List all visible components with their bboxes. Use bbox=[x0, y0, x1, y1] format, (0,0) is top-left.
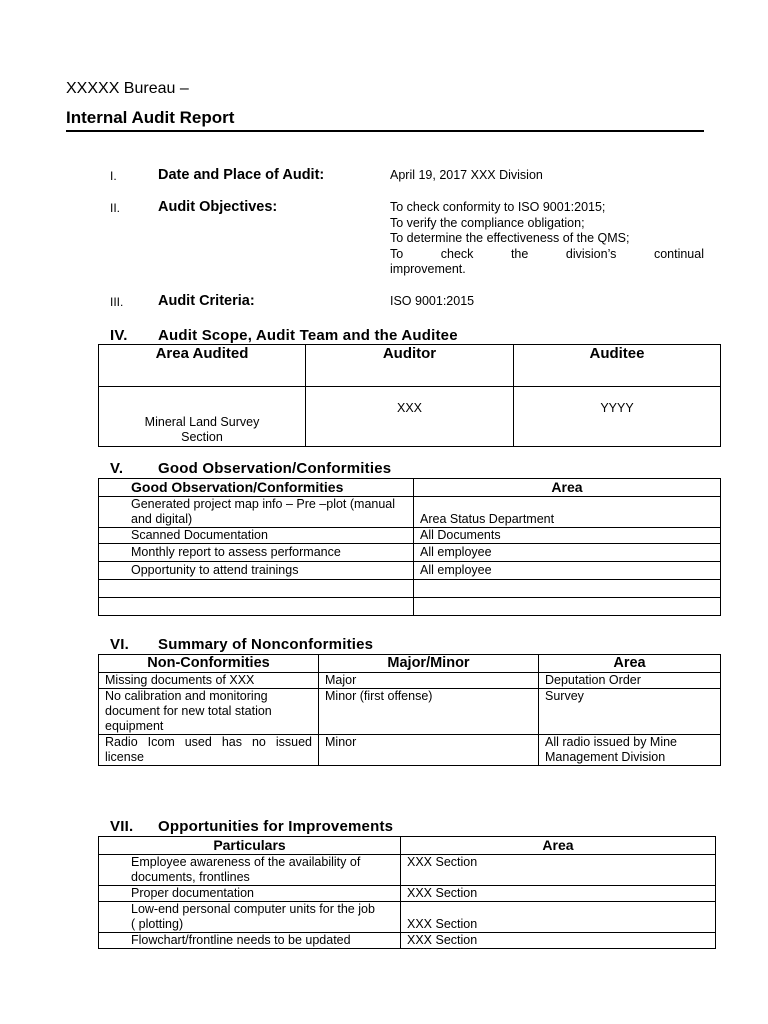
table-cell: XXX bbox=[306, 387, 514, 447]
table-header: Particulars bbox=[99, 837, 401, 855]
improvements-table bbox=[98, 836, 716, 949]
table-row bbox=[99, 933, 716, 949]
section-heading-observations: V. Good Observation/Conformities bbox=[110, 460, 392, 477]
organization-name: XXXXX Bureau – bbox=[66, 80, 189, 97]
section-label: Audit Objectives: bbox=[158, 199, 278, 215]
table-row bbox=[99, 562, 721, 580]
table-cell bbox=[414, 598, 721, 616]
table-row bbox=[99, 580, 721, 598]
table-cell: Major bbox=[319, 673, 539, 689]
section-heading-scope: IV. Audit Scope, Audit Team and the Auditee bbox=[110, 327, 458, 344]
table-header: Non-Conformities bbox=[99, 655, 319, 673]
table-header: Area Audited bbox=[99, 345, 306, 387]
objective-line: To check conformity to ISO 9001:2015; bbox=[390, 200, 606, 214]
section-number: II. bbox=[110, 201, 121, 215]
table-cell: Proper documentation bbox=[99, 886, 401, 902]
table-cell: Generated project map info – Pre –plot (manual and digital) bbox=[99, 497, 414, 528]
table-cell: XXX Section bbox=[401, 902, 716, 933]
table-row bbox=[99, 544, 721, 562]
table-cell: YYYY bbox=[514, 387, 721, 447]
table-row bbox=[99, 735, 721, 766]
objectives-list bbox=[390, 200, 704, 278]
objective-line: To verify the compliance obligation; bbox=[390, 215, 585, 230]
section-heading-improvements: VII. Opportunities for Improvements bbox=[110, 818, 394, 835]
table-header: Area bbox=[401, 837, 716, 855]
section-label: Audit Criteria: bbox=[158, 293, 255, 309]
table-cell bbox=[99, 598, 414, 616]
section-heading-nonconformities: VI. Summary of Nonconformities bbox=[110, 636, 374, 653]
table-cell: Scanned Documentation bbox=[99, 528, 414, 544]
table-cell: Mineral Land Survey Section bbox=[99, 387, 306, 447]
table-cell: All employee bbox=[414, 562, 721, 580]
table-cell: Radio Icom used has no issued license bbox=[99, 735, 319, 766]
table-row bbox=[99, 528, 721, 544]
section-value: April 19, 2017 XXX Division bbox=[390, 168, 543, 182]
table-row bbox=[99, 673, 721, 689]
objective-line: improvement. bbox=[390, 262, 466, 276]
table-cell: All radio issued by Mine Management Division bbox=[539, 735, 721, 766]
table-cell: Survey bbox=[539, 689, 721, 735]
table-cell: Area Status Department bbox=[414, 497, 721, 528]
table-cell: XXX Section bbox=[401, 886, 716, 902]
table-cell: Missing documents of XXX bbox=[99, 673, 319, 689]
table-cell: Low-end personal computer units for the job ( plotting) bbox=[99, 902, 401, 933]
table-cell: All employee bbox=[414, 544, 721, 562]
table-header: Auditor bbox=[306, 345, 514, 387]
table-header: Auditee bbox=[514, 345, 721, 387]
section-number: I. bbox=[110, 169, 117, 183]
table-cell: Opportunity to attend trainings bbox=[99, 562, 414, 580]
table-row bbox=[99, 387, 721, 447]
table-row bbox=[99, 902, 716, 933]
table-header: Major/Minor bbox=[319, 655, 539, 673]
table-cell bbox=[414, 580, 721, 598]
observations-table bbox=[98, 478, 721, 616]
table-cell: XXX Section bbox=[401, 933, 716, 949]
title-rule bbox=[66, 130, 704, 132]
table-cell: Employee awareness of the availability of documents, frontlines bbox=[99, 855, 401, 886]
table-cell: No calibration and monitoring document for new total station equipment bbox=[99, 689, 319, 735]
table-header: Good Observation/Conformities bbox=[99, 479, 414, 497]
table-row bbox=[99, 497, 721, 528]
section-label: Date and Place of Audit: bbox=[158, 167, 325, 183]
table-cell: All Documents bbox=[414, 528, 721, 544]
table-cell: Deputation Order bbox=[539, 673, 721, 689]
table-row bbox=[99, 855, 716, 886]
report-title: Internal Audit Report bbox=[66, 108, 235, 127]
table-cell: XXX Section bbox=[401, 855, 716, 886]
objective-line: To check the division’s continual bbox=[390, 246, 704, 261]
table-row bbox=[99, 886, 716, 902]
section-number: III. bbox=[110, 295, 124, 309]
table-row bbox=[99, 598, 721, 616]
nonconformities-table bbox=[98, 654, 721, 766]
table-header: Area bbox=[414, 479, 721, 497]
scope-table bbox=[98, 344, 721, 447]
objective-line: To determine the effectiveness of the QMS; bbox=[390, 231, 630, 245]
table-header: Area bbox=[539, 655, 721, 673]
table-cell: Flowchart/frontline needs to be updated bbox=[99, 933, 401, 949]
table-cell: Minor (first offense) bbox=[319, 689, 539, 735]
table-cell bbox=[99, 580, 414, 598]
table-row bbox=[99, 689, 721, 735]
table-cell: Minor bbox=[319, 735, 539, 766]
section-value: ISO 9001:2015 bbox=[390, 294, 475, 308]
table-cell: Monthly report to assess performance bbox=[99, 544, 414, 562]
